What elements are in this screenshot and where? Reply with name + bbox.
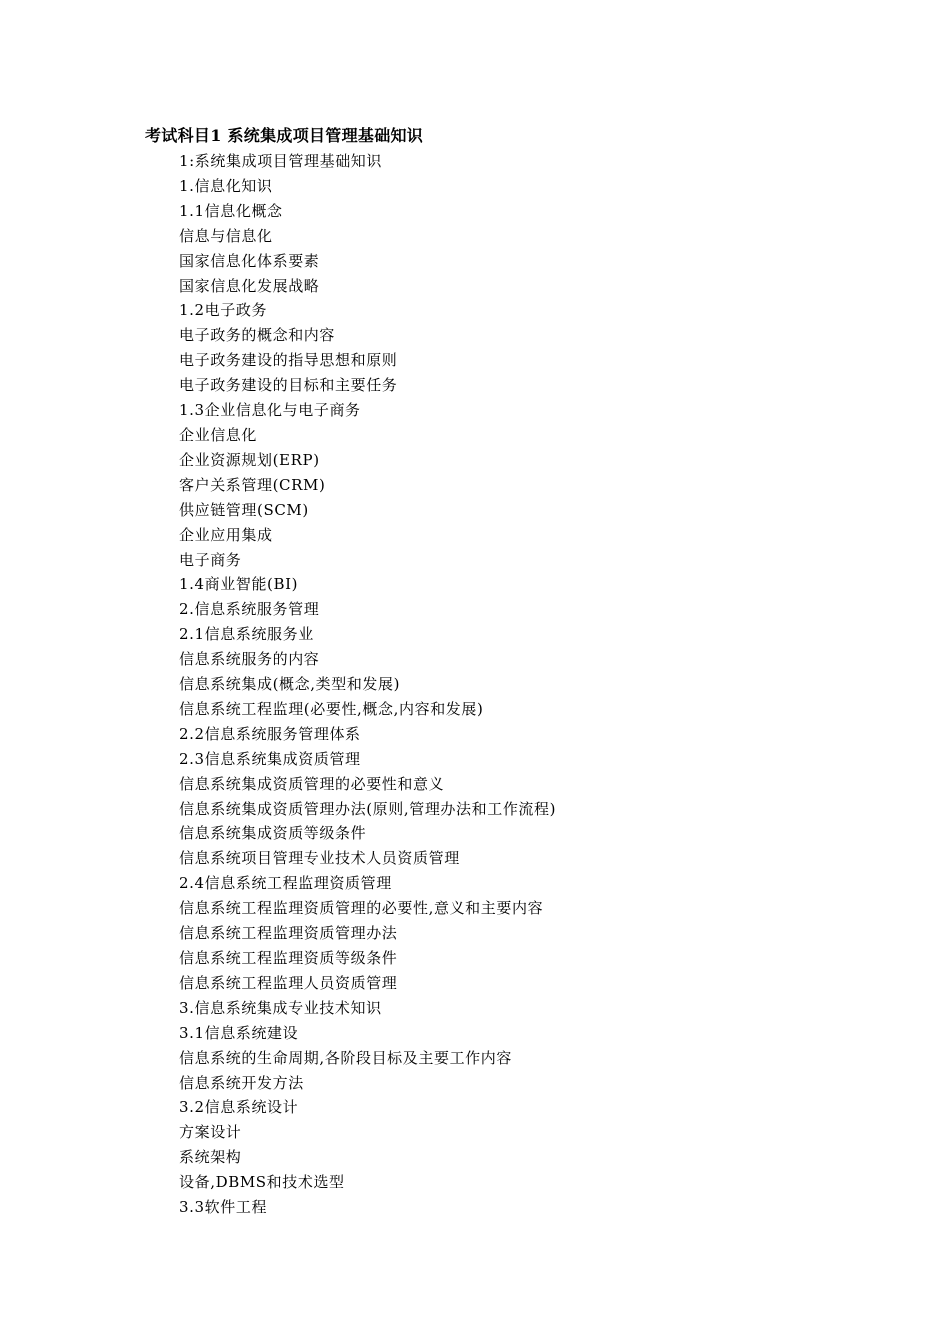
outline-line: 信息系统工程监理资质管理的必要性,意义和主要内容 bbox=[179, 899, 544, 918]
outline-line: 3.1信息系统建设 bbox=[179, 1023, 299, 1042]
outline-line: 方案设计 bbox=[179, 1123, 242, 1142]
outline-line: 2.4信息系统工程监理资质管理 bbox=[179, 874, 392, 893]
outline-line: 企业资源规划(ERP) bbox=[179, 450, 320, 469]
outline-line: 1.1信息化概念 bbox=[179, 201, 283, 220]
outline-line: 供应链管理(SCM) bbox=[179, 500, 309, 519]
outline-line: 2.1信息系统服务业 bbox=[179, 625, 314, 644]
document-title: 考试科目1 系统集成项目管理基础知识 bbox=[145, 126, 424, 145]
outline-line: 1:系统集成项目管理基础知识 bbox=[179, 152, 382, 170]
outline-line: 2.3信息系统集成资质管理 bbox=[179, 749, 361, 768]
outline-line: 系统架构 bbox=[179, 1148, 242, 1167]
outline-line: 信息系统集成资质管理办法(原则,管理办法和工作流程) bbox=[179, 799, 557, 818]
outline-line: 信息系统集成(概念,类型和发展) bbox=[179, 675, 401, 694]
outline-line: 电子政务的概念和内容 bbox=[179, 326, 336, 345]
outline-line: 3.信息系统集成专业技术知识 bbox=[179, 998, 382, 1017]
outline-line: 1.3企业信息化与电子商务 bbox=[179, 401, 361, 420]
outline-line: 1.2电子政务 bbox=[179, 301, 268, 320]
outline-line: 1.4商业智能(BI) bbox=[179, 575, 299, 594]
outline-line: 信息系统集成资质等级条件 bbox=[179, 824, 367, 843]
outline-line: 信息系统开发方法 bbox=[179, 1073, 304, 1092]
outline-line: 客户关系管理(CRM) bbox=[179, 475, 326, 494]
outline-line: 信息系统的生命周期,各阶段目标及主要工作内容 bbox=[179, 1048, 512, 1067]
outline-line: 信息系统工程监理人员资质管理 bbox=[179, 973, 398, 992]
outline-line: 设备,DBMS和技术选型 bbox=[179, 1173, 345, 1192]
syllabus-outline bbox=[179, 149, 556, 1220]
outline-line: 企业应用集成 bbox=[179, 525, 273, 544]
outline-line: 3.3软件工程 bbox=[179, 1198, 268, 1217]
outline-line: 信息系统服务的内容 bbox=[179, 650, 320, 669]
outline-line: 信息系统工程监理资质等级条件 bbox=[179, 949, 398, 967]
outline-line: 2.信息系统服务管理 bbox=[179, 600, 320, 619]
outline-line: 电子政务建设的指导思想和原则 bbox=[179, 351, 398, 370]
outline-line: 3.2信息系统设计 bbox=[179, 1098, 299, 1117]
outline-line: 国家信息化体系要素 bbox=[179, 251, 320, 270]
outline-line: 信息与信息化 bbox=[179, 226, 273, 245]
outline-line: 信息系统工程监理(必要性,概念,内容和发展) bbox=[179, 699, 484, 718]
outline-line: 1.信息化知识 bbox=[179, 176, 273, 195]
outline-line: 电子商务 bbox=[179, 550, 242, 569]
outline-line: 信息系统项目管理专业技术人员资质管理 bbox=[179, 849, 460, 868]
outline-line: 信息系统工程监理资质管理办法 bbox=[179, 924, 398, 943]
outline-line: 2.2信息系统服务管理体系 bbox=[179, 724, 361, 743]
outline-line: 国家信息化发展战略 bbox=[179, 276, 320, 295]
outline-line: 企业信息化 bbox=[179, 425, 258, 444]
outline-line: 电子政务建设的目标和主要任务 bbox=[179, 376, 398, 395]
outline-line: 信息系统集成资质管理的必要性和意义 bbox=[179, 774, 445, 793]
